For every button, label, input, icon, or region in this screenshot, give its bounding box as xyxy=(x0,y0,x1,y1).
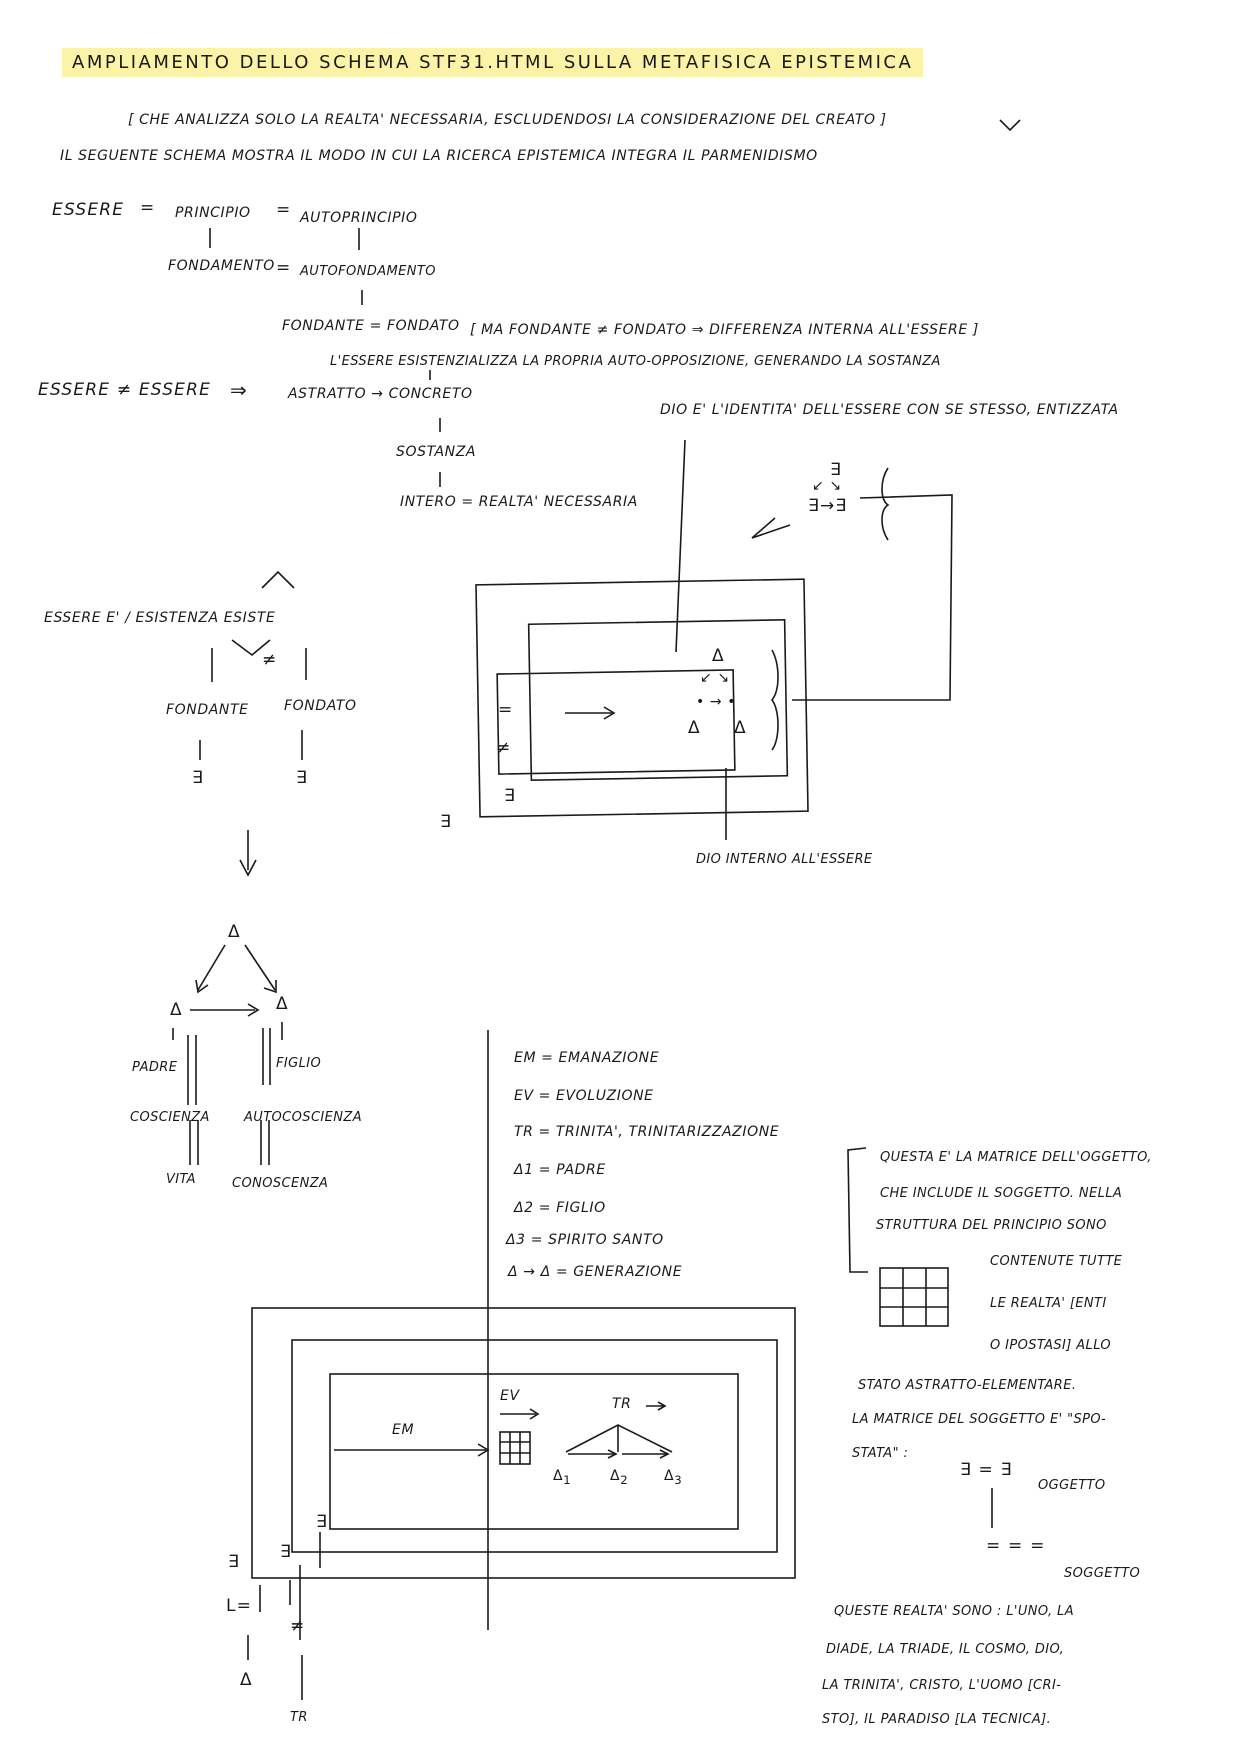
legend-item: EV = EVOLUZIONE xyxy=(514,1088,654,1104)
exists-symbol: ∃ xyxy=(192,768,204,788)
soggetto-label: SOGGETTO xyxy=(1064,1566,1141,1581)
matrix-note-line: STATO ASTRATTO-ELEMENTARE. xyxy=(858,1378,1077,1393)
chain-fondante-fondato: FONDANTE = FONDATO xyxy=(282,318,460,334)
trinity-vita: VITA xyxy=(166,1172,196,1187)
page-title: AMPLIAMENTO DELLO SCHEMA STF31.HTML SULLA METAFISICA EPISTEMICA xyxy=(62,48,923,77)
matrix-note-line: CONTENUTE TUTTE xyxy=(990,1254,1123,1269)
dio-interno-label: DIO INTERNO ALL'ESSERE xyxy=(696,852,873,867)
matrix-note-line: LA MATRICE DEL SOGGETTO E' "SPO- xyxy=(852,1412,1107,1427)
delta-symbol: Δ xyxy=(170,1000,183,1020)
dot-arrow-dot: • → • xyxy=(696,694,737,710)
chain-essere: ESSERE xyxy=(52,200,125,220)
matrix-note-line: LE REALTA' [ENTI xyxy=(990,1296,1107,1311)
legend-item: Δ → Δ = GENERAZIONE xyxy=(508,1264,683,1280)
chain-intero: INTERO = REALTA' NECESSARIA xyxy=(400,494,638,510)
equals-sign: = xyxy=(498,700,514,720)
chain-bracket-note: [ MA FONDANTE ≠ FONDATO ⇒ DIFFERENZA INTERNA ALL'ESSERE ] xyxy=(470,322,979,338)
delta-1: $\Delta_1$ xyxy=(553,1468,572,1487)
matrix-note-line: QUESTA E' LA MATRICE DELL'OGGETTO, xyxy=(880,1150,1152,1165)
equals-sign: = xyxy=(276,258,292,278)
exists-symbol: ∃ xyxy=(504,786,516,806)
delta-symbol: Δ xyxy=(688,718,701,738)
not-equals-sign: ≠ xyxy=(290,1616,306,1636)
delta-3: $\Delta_3$ xyxy=(664,1468,683,1487)
equals-sign: = xyxy=(140,198,156,218)
exists-symbol: ∃ xyxy=(316,1512,328,1532)
delta-symbol: Δ xyxy=(276,994,289,1014)
chain-principio: PRINCIPIO xyxy=(175,205,251,221)
exists-symbol: ∃ xyxy=(296,768,308,788)
arrows-glyph: ↙ ↘ xyxy=(700,670,730,686)
chain-sostanza: SOSTANZA xyxy=(396,444,477,460)
delta-symbol: Δ xyxy=(228,922,241,942)
implies-arrow: ⇒ xyxy=(230,378,248,402)
exists-eq-exists: ∃ = ∃ xyxy=(960,1460,1013,1480)
delta-symbol: Δ xyxy=(240,1670,253,1690)
equals-sign: L= xyxy=(226,1596,253,1616)
legend-item: TR = TRINITA', TRINITARIZZAZIONE xyxy=(514,1124,780,1140)
exists-symbol: ∃ xyxy=(440,812,452,832)
equals-sign: = xyxy=(276,200,292,220)
matrix-note-line: STRUTTURA DEL PRINCIPIO SONO xyxy=(876,1218,1107,1233)
legend-item: Δ2 = FIGLIO xyxy=(514,1200,606,1216)
delta-2: $\Delta_2$ xyxy=(610,1468,629,1487)
trinity-conoscenza: CONOSCENZA xyxy=(232,1176,329,1191)
legend-item: Δ3 = SPIRITO SANTO xyxy=(506,1232,664,1248)
trinity-figlio: FIGLIO xyxy=(276,1056,322,1071)
trinity-autocoscienza: AUTOCOSCIENZA xyxy=(244,1110,362,1125)
not-equals-sign: ≠ xyxy=(496,738,512,758)
tr-bottom-label: TR xyxy=(290,1710,308,1725)
arrows-glyph: ↙ ↘ xyxy=(812,478,842,494)
tr-label: TR xyxy=(612,1396,632,1412)
realta-line: QUESTE REALTA' SONO : L'UNO, LA xyxy=(834,1604,1074,1619)
equals-equals: = = = xyxy=(986,1536,1046,1556)
legend-item: EM = EMANAZIONE xyxy=(514,1050,660,1066)
dio-note: DIO E' L'IDENTITA' DELL'ESSERE CON SE STESSO, ENTIZZATA xyxy=(660,402,1119,418)
ev-label: EV xyxy=(500,1388,520,1404)
exists-symbol: ∃ xyxy=(228,1552,240,1572)
matrix-note-line: CHE INCLUDE IL SOGGETTO. NELLA xyxy=(880,1186,1123,1201)
trinity-padre: PADRE xyxy=(132,1060,178,1075)
intro-text: IL SEGUENTE SCHEMA MOSTRA IL MODO IN CUI LA RICERCA EPISTEMICA INTEGRA IL PARMENIDISMO xyxy=(60,148,818,164)
chain-autofondamento: AUTOFONDAMENTO xyxy=(300,264,436,279)
realta-line: STO], IL PARADISO [LA TECNICA]. xyxy=(822,1712,1052,1727)
trinity-coscienza: COSCIENZA xyxy=(130,1110,210,1125)
not-equals-sign: ≠ xyxy=(262,650,278,670)
legend-item: Δ1 = PADRE xyxy=(514,1162,606,1178)
header-note: [ CHE ANALIZZA SOLO LA REALTA' NECESSARIA, ESCLUDENDOSI LA CONSIDERAZIONE DEL CREATO ] xyxy=(128,112,887,128)
delta-symbol: Δ xyxy=(712,646,725,666)
left-tree-fondato: FONDATO xyxy=(284,698,357,714)
matrix-note-line: STATA" : xyxy=(852,1446,909,1461)
left-tree-top: ESSERE E' / ESISTENZA ESISTE xyxy=(44,610,276,626)
realta-line: DIADE, LA TRIADE, IL COSMO, DIO, xyxy=(826,1642,1065,1657)
delta-symbol: Δ xyxy=(734,718,747,738)
chain-astratto-concreto: ASTRATTO → CONCRETO xyxy=(288,386,473,402)
oggetto-label: OGGETTO xyxy=(1038,1478,1106,1493)
chain-autoprincipio: AUTOPRINCIPIO xyxy=(300,210,418,226)
matrix-note-line: O IPOSTASI] ALLO xyxy=(990,1338,1112,1353)
exists-symbol: ∃ xyxy=(830,460,842,480)
exists-arrow-exists: ∃→∃ xyxy=(808,496,848,516)
realta-line: LA TRINITA', CRISTO, L'UOMO [CRI- xyxy=(822,1678,1062,1693)
chain-fondamento: FONDAMENTO xyxy=(168,258,275,274)
left-tree-fondante: FONDANTE xyxy=(166,702,249,718)
chain-essere-neq: ESSERE ≠ ESSERE xyxy=(38,380,212,400)
exists-symbol: ∃ xyxy=(280,1542,292,1562)
chain-esistenzializza: L'ESSERE ESISTENZIALIZZA LA PROPRIA AUTO-OPPOSIZIONE, GENERANDO LA SOSTANZA xyxy=(330,354,941,369)
em-label: EM xyxy=(392,1422,415,1438)
